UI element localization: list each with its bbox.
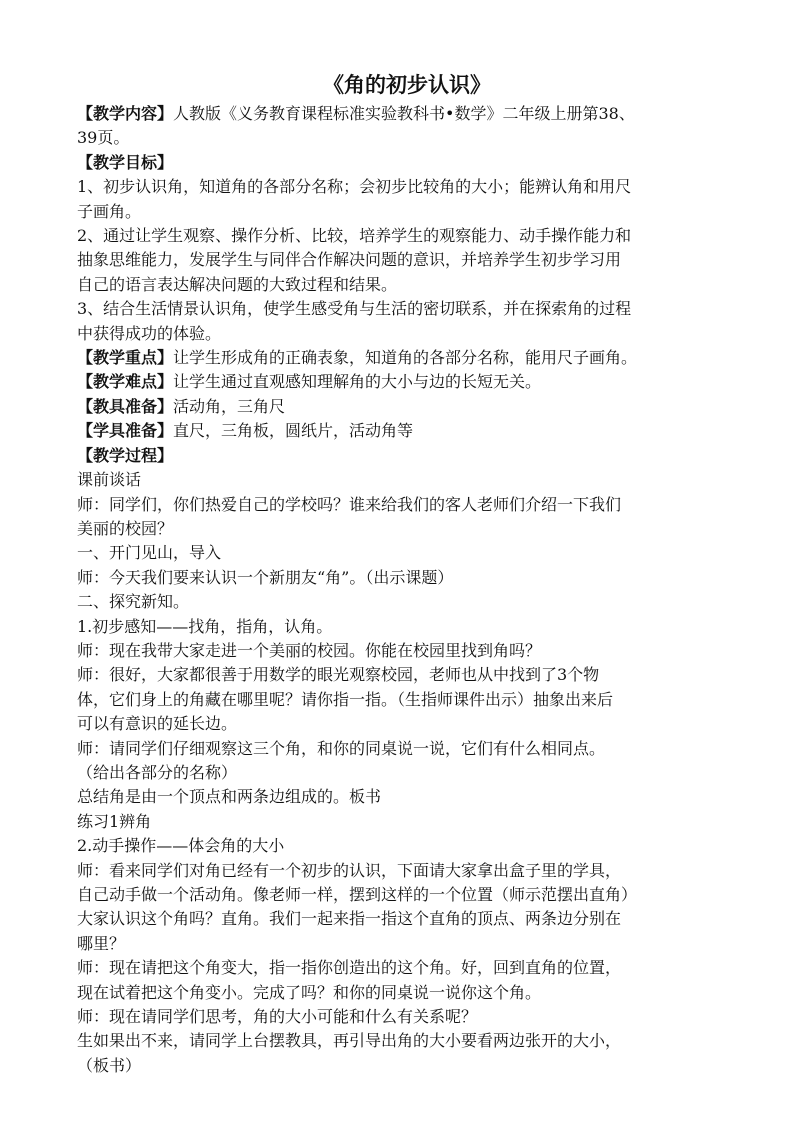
line-text: 让学生形成角的正确表象，知道角的各部分名称，能用尺子画角。	[173, 348, 638, 368]
line-text: 自己动手做一个活动角。像老师一样，摆到这样的一个位置（师示范摆出直角）	[77, 885, 638, 904]
line-text: 1.初步感知——找角，指角，认角。	[77, 616, 333, 636]
line-text: 中获得成功的体验。	[77, 323, 222, 343]
line-text: 总结角是由一个顶点和两条边组成的。板书	[77, 787, 382, 807]
line-text: 二、探究新知。	[77, 592, 190, 612]
text-line	[77, 688, 737, 712]
text-line	[77, 859, 737, 883]
text-line	[77, 395, 737, 419]
text-line	[77, 541, 737, 565]
line-text: 2.动手操作——体会角的大小	[77, 836, 285, 856]
line-text: 自己的语言表达解决问题的大致过程和结果。	[77, 274, 398, 294]
section-label: 【教学难点】	[77, 372, 174, 392]
line-text: 39页。	[77, 128, 130, 148]
text-line	[77, 248, 737, 272]
line-text: （板书）	[77, 1055, 142, 1075]
line-text: 哪里？	[77, 933, 126, 953]
text-line	[77, 126, 737, 150]
text-line	[77, 639, 737, 663]
text-line	[77, 981, 737, 1005]
document-body	[77, 102, 737, 1078]
text-line	[77, 419, 737, 443]
text-line	[77, 444, 737, 468]
text-line	[77, 370, 737, 394]
text-line	[77, 737, 737, 761]
text-line	[77, 151, 737, 175]
text-line	[77, 712, 737, 736]
line-text: 2、通过让学生观察、操作分析、比较，培养学生的观察能力、动手操作能力和	[77, 226, 632, 246]
text-line	[77, 517, 737, 541]
line-text: 大家认识这个角吗？直角。我们一起来指一指这个直角的顶点、两条边分别在	[77, 909, 622, 929]
text-line	[77, 297, 737, 321]
line-text: （给出各部分的名称）	[77, 762, 238, 782]
text-line	[77, 615, 737, 639]
text-line	[77, 468, 737, 492]
line-text: 1、初步认识角，知道角的各部分名称；会初步比较角的大小；能辨认角和用尺	[77, 177, 632, 197]
text-line	[77, 761, 737, 785]
text-line	[77, 907, 737, 931]
line-text: 让学生通过直观感知理解角的大小与边的长短无关。	[173, 372, 542, 392]
line-text: 活动角，三角尺	[173, 396, 286, 416]
line-text: 师：很好，大家都很善于用数学的眼光观察校园，老师也从中找到了3个物	[77, 665, 600, 685]
text-line	[77, 1029, 737, 1053]
text-line	[77, 273, 737, 297]
line-text: 师：同学们，你们热爱自己的学校吗？谁来给我们的客人老师们介绍一下我们	[77, 494, 622, 514]
section-label: 【教学目标】	[77, 152, 174, 172]
text-line	[77, 834, 737, 858]
text-line	[77, 663, 737, 687]
line-text: 抽象思维能力，发展学生与同伴合作解决问题的意识，并培养学生初步学习用	[77, 250, 622, 270]
line-text: 练习1辨角	[77, 811, 152, 831]
text-line	[77, 102, 737, 126]
section-label: 【教学重点】	[77, 348, 174, 368]
text-line	[77, 200, 737, 224]
text-line	[77, 883, 737, 907]
line-text: 师：看来同学们对角已经有一个初步的认识，下面请大家拿出盒子里的学具，	[77, 860, 622, 880]
text-line	[77, 956, 737, 980]
text-line	[77, 346, 737, 370]
text-line	[77, 322, 737, 346]
text-line	[77, 224, 737, 248]
text-line	[77, 785, 737, 809]
line-text: 一、开门见山，导入	[77, 543, 222, 563]
section-label: 【学具准备】	[77, 421, 174, 441]
line-text: 师：今天我们要来认识一个新朋友“角”。（出示课题）	[77, 567, 454, 587]
line-text: 美丽的校园？	[77, 518, 174, 538]
line-text: 师：请同学们仔细观察这三个角，和你的同桌说一说，它们有什么相同点。	[77, 738, 606, 758]
text-line	[77, 1054, 737, 1078]
line-text: 3、结合生活情景认识角，使学生感受角与生活的密切联系，并在探索角的过程	[77, 299, 632, 319]
line-text: 可以有意识的延长边。	[77, 714, 238, 734]
section-label: 【教具准备】	[77, 396, 174, 416]
line-text: 生如果出不来，请同学上台摆教具，再引导出角的大小要看两边张开的大小，	[77, 1031, 622, 1051]
text-line	[77, 493, 737, 517]
section-label: 【教学过程】	[77, 445, 174, 465]
section-label: 【教学内容】	[77, 104, 174, 123]
document-title: 《角的初步认识》	[323, 72, 491, 97]
line-text: 子画角。	[77, 201, 142, 221]
text-line	[77, 810, 737, 834]
text-line	[77, 1005, 737, 1029]
document-page	[77, 70, 737, 1078]
line-text: 师：现在我带大家走进一个美丽的校园。你能在校园里找到角吗？	[77, 640, 542, 660]
line-text: 现在试着把这个角变小。完成了吗？和你的同桌说一说你这个角。	[77, 982, 542, 1002]
line-text: 人教版《义务教育课程标准实验教科书•数学》二年级上册第38、	[173, 104, 635, 123]
line-text: 师：现在请把这个角变大，指一指你创造出的这个角。好，回到直角的位置，	[77, 958, 622, 978]
text-line	[77, 566, 737, 590]
line-text: 直尺，三角板，圆纸片，活动角等	[173, 421, 414, 441]
line-text: 课前谈话	[77, 470, 142, 490]
text-line	[77, 175, 737, 199]
line-text: 体，它们身上的角藏在哪里呢？请你指一指。（生指师课件出示）抽象出来后	[77, 689, 614, 709]
line-text: 师：现在请同学们思考，角的大小可能和什么有关系呢？	[77, 1007, 478, 1027]
text-line	[77, 590, 737, 614]
text-line	[77, 932, 737, 956]
